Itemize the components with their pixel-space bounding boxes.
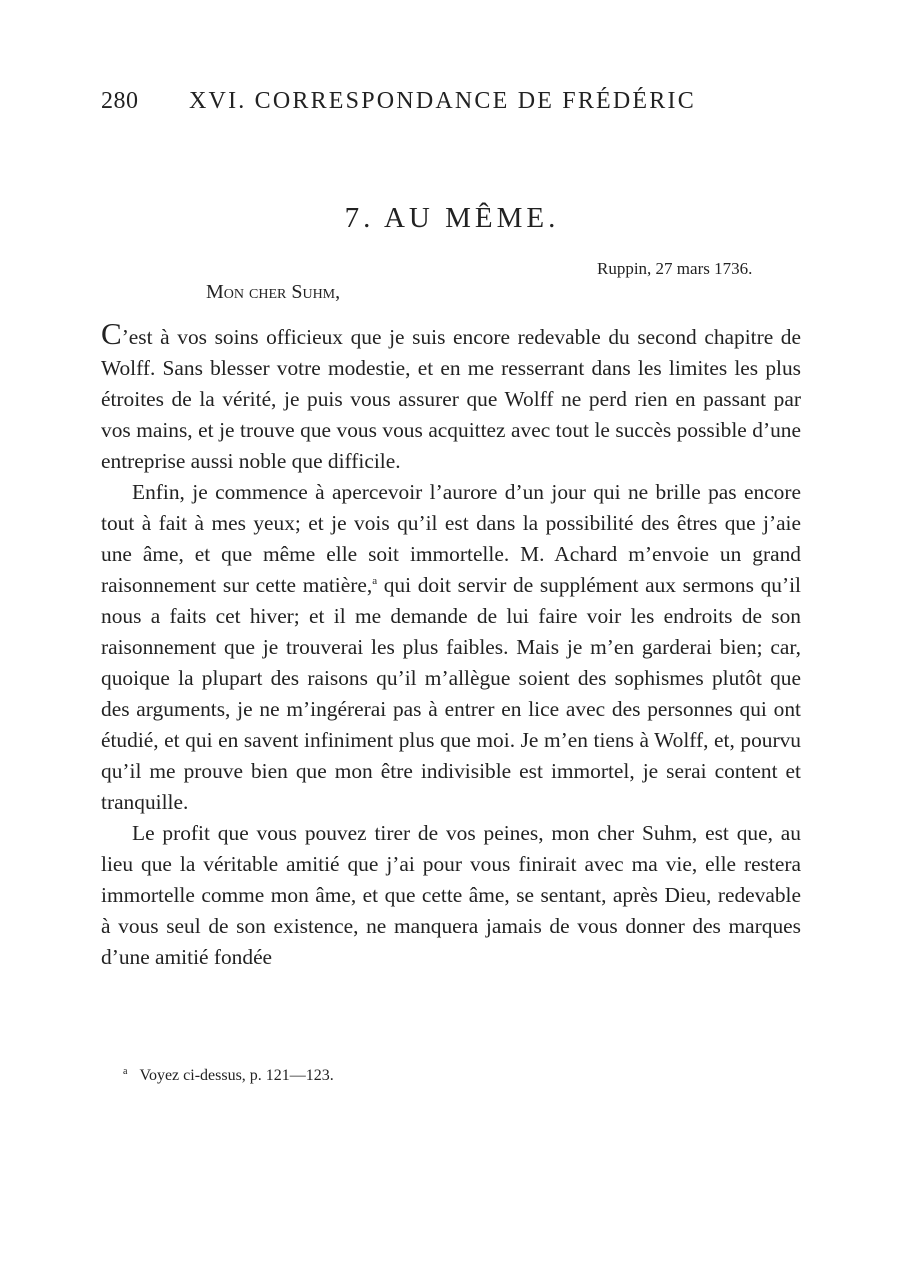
paragraph-2-text-b: qui doit servir de supplément aux sermons qu’il nous a faits cet hiver; et il me demande de lui faire voir les endroits de son raisonnement que je trouverai les plus faibles. Mais je m’en garderai bien; car, quoique la plupart des raisons qu’il m’allègue soient des sophismes plutôt que des arguments, je ne m’ingérerai pas à entrer en lice avec des personnes qui ont étudié, et qui en savent infiniment plus que moi. Je m’en tiens à Wolff, et, pourvu qu’il me prouve bien que mon être indivisible est immortel, je serai content et tranquille.	[101, 573, 801, 814]
paragraph-1	[101, 318, 801, 477]
footnote	[123, 1067, 334, 1085]
paragraph-3-text: Le profit que vous pouvez tirer de vos peines, mon cher Suhm, est que, au lieu que la véritable amitié que j’ai pour vous finirait avec ma vie, elle restera immortelle comme mon âme, et que cette âme, se sentant, après Dieu, redevable à vous seul de son existence, ne manquera jamais de vous donner des marques d’une amitié fondée	[101, 821, 801, 969]
letter-dateline: Ruppin, 27 mars 1736.	[597, 259, 753, 278]
initial-letter: C	[101, 316, 122, 351]
paragraph-3	[101, 818, 801, 973]
paragraph-2-text-a: Enfin, je commence à apercevoir l’aurore d’un jour qui ne brille pas encore tout à fait à mes yeux; et je vois qu’il est dans la possibilité des êtres que j’aie une âme, et que même elle soit immortelle. M. Achard m’envoie un grand raisonnement sur cette matière,	[101, 480, 801, 597]
paragraph-1-text: ’est à vos soins officieux que je suis encore redevable du second chapitre de Wolff. Sans blesser votre modestie, et en me resserrant dans les limites les plus étroites de la vérité, je puis vous assurer que Wolff ne perd rien en passant par vos mains, et je trouve que vous vous acquittez avec tout le succès possible d’une entreprise aussi noble que difficile.	[101, 325, 801, 473]
letter-body	[101, 318, 801, 973]
letter-heading: 7. AU MÊME.	[344, 202, 560, 234]
running-head	[101, 88, 696, 115]
footnote-text: Voyez ci-dessus, p. 121—123.	[139, 1067, 334, 1084]
running-title: XVI. CORRESPONDANCE DE FRÉDÉRIC	[189, 88, 696, 114]
letter-salutation: Mon cher Suhm,	[206, 281, 341, 303]
page-number: 280	[101, 88, 139, 114]
paragraph-2	[101, 477, 801, 818]
footnote-reference[interactable]: a	[372, 574, 378, 587]
footnote-marker: a	[123, 1065, 128, 1077]
